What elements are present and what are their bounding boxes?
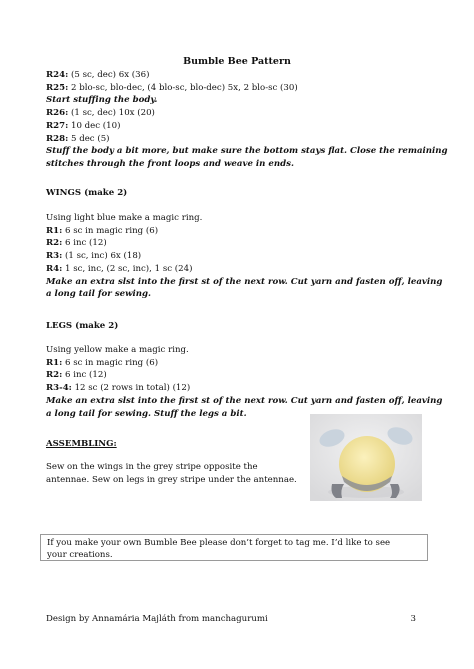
legs-row-r2: R2: 6 inc (12) xyxy=(46,370,107,381)
stuffing-note: Start stuffing the body. xyxy=(46,95,158,106)
legs-finish-line-1: Make an extra slst into the first st of the next row. Cut yarn and fasten off, leaving xyxy=(46,395,443,406)
wings-row-r1: R1: 6 sc in magic ring (6) xyxy=(46,225,159,236)
row-r26: R26: (1 sc, dec) 10x (20) xyxy=(46,108,155,119)
assembling-line-2: antennae. Sew on legs in grey stripe under the antennae. xyxy=(46,474,297,485)
wings-section xyxy=(46,212,442,301)
footer-credit: Design by Annamária Majláth from manchagurumi xyxy=(46,614,268,624)
legs-section xyxy=(46,344,442,420)
wings-intro: Using light blue make a magic ring. xyxy=(46,213,203,223)
wings-finish-line-1: Make an extra slst into the first st of the next row. Cut yarn and fasten off, leaving xyxy=(46,276,443,287)
page-number: 3 xyxy=(410,614,416,624)
page-title: Bumble Bee Pattern xyxy=(183,56,291,67)
assembling-section xyxy=(46,461,297,486)
body-finish-line-2: stitches through the front loops and weave in ends. xyxy=(46,158,294,169)
assembling-line-1: Sew on the wings in the grey stripe opposite the xyxy=(46,462,258,472)
note-line-2: your creations. xyxy=(47,550,113,560)
legs-row-r1: R1: 6 sc in magic ring (6) xyxy=(46,357,159,368)
tag-me-note xyxy=(40,534,428,561)
note-line-1: If you make your own Bumble Bee please don’t forget to tag me. I’d like to see xyxy=(47,538,391,548)
wings-finish-line-2: a long tail for sewing. xyxy=(46,289,152,300)
wings-heading: WINGS (make 2) xyxy=(46,188,128,198)
legs-row-r3-4: R3-4: 12 sc (2 rows in total) (12) xyxy=(46,383,191,394)
wings-row-r2: R2: 6 inc (12) xyxy=(46,238,107,249)
body-finish-line-1: Stuff the body a bit more, but make sure the bottom stays flat. Close the remaining xyxy=(46,146,448,157)
page-footer xyxy=(46,614,416,624)
wings-row-r4: R4: 1 sc, inc, (2 sc, inc), 1 sc (24) xyxy=(46,263,193,274)
assembling-heading: ASSEMBLING: xyxy=(46,439,117,449)
body-rounds xyxy=(46,69,448,171)
bumble-bee-photo xyxy=(310,414,422,501)
row-r27: R27: 10 dec (10) xyxy=(46,120,121,131)
legs-intro: Using yellow make a magic ring. xyxy=(46,345,189,355)
legs-heading: LEGS (make 2) xyxy=(46,321,119,331)
legs-finish-line-2: a long tail for sewing. Stuff the legs a bit. xyxy=(46,408,247,419)
wings-row-r3: R3: (1 sc, inc) 6x (18) xyxy=(46,251,142,262)
bumble-bee-illustration xyxy=(310,414,422,501)
row-r25: R25: 2 blo-sc, blo-dec, (4 blo-sc, blo-dec) 5x, 2 blo-sc (30) xyxy=(46,82,298,93)
row-r28: R28: 5 dec (5) xyxy=(46,133,110,144)
row-r24: R24: (5 sc, dec) 6x (36) xyxy=(46,70,150,80)
